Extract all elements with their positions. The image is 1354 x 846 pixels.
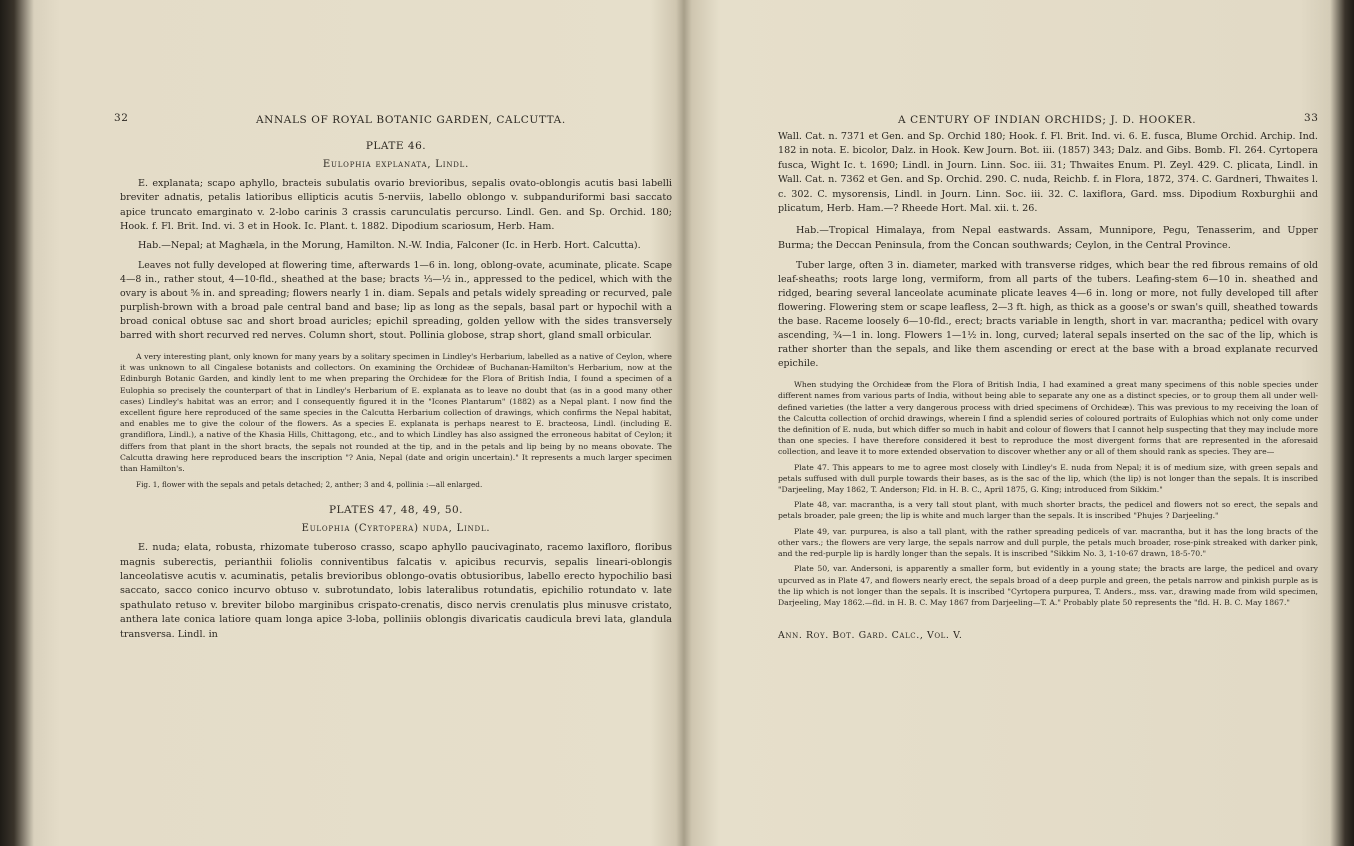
right-running-head: A CENTURY OF INDIAN ORCHIDS; J. D. HOOKER. (898, 114, 1197, 126)
plates-47-50-latin-diagnosis: E. nuda; elata, robusta, rhizomate tuberoso crasso, scapo aphyllo paucivaginato, racemo laxifloro, floribus magnis suberectis, perianthii foliolis conniventibus falcatis v. apicibus recurvis, sepalis lineari-oblongis lanceolatisve acutis v. acuminatis, petalis brevioribus oblongo-ovatis obtusioribus, labello erecto hypochilio basi saccato, sacco conico incurvo obtuso v. subrotundato, lobis lateralibus rotundatis, epichilio rotundato v. late spathulato retuso v. breviter bilobo marginibus crispato-crenatis, disco nervis crenulatis plus minusve cristato, anthera late conica latiore quam longa apice 3-loba, polliniis oblongis divaricatis caudicula brevi lata, glandula transversa. Lindl. in (120, 542, 672, 640)
plate-46-latin-diagnosis: E. explanata; scapo aphyllo, bracteis subulatis ovario brevioribus, sepalis ovato-oblongis acutis basi labelli breviter adnatis, petalis latioribus ellipticis acutis 5-nerviis, labello oblongo v. subpanduriformi basi saccato apice truncato emarginato v. 2-lobo carinis 3 crassis carunculatis percurso. Lindl. Gen. and Sp. Orchid. 180; Hook. f. Fl. Brit. Ind. vi. 3 et in Hook. Ic. Plant. t. 1882. Dipodium scariosum, Herb. Ham. (120, 178, 672, 233)
plate-46-figure-caption: Fig. 1, flower with the sepals and petals detached; 2, anther; 3 and 4, pollinia :—all enlarged. (136, 480, 483, 490)
note-studying: When studying the Orchideæ from the Flora of British India, I had examined a great many specimens of this noble species under different names from various parts of India, without being able to separate any one as a distinct species, or to group them all under well-defined varieties (the latter a very dangerous process with dried specimens of Orchideæ). This was previous to my receiving the loan of the Calcutta collection of orchid drawings, wherein I find a splendid series of coloured portraits of Eulophias which not only come under the definition of E. nuda, but which differ so much in habit and colour of flowers that I cannot help suspecting that they may include more than one species. I have therefore considered it best to reproduce the most divergent forms that are represented in the aforesaid collection, and leave it to more extended observation to discover whether any or all of them should rank as species. They are— (778, 380, 1318, 457)
description: Tuber large, often 3 in. diameter, marked with transverse ridges, which bear the red fibrous remains of old leaf-sheaths; roots large long, vermiform, from all parts of the tubers. Leafing-stem 6—10 in. sheathed and ridged, bearing several lanceolate acuminate plicate leaves 4—6 in. long or more, not fully developed till after flowering. Flowering stem or scape leafless, 2—3 ft. high, as thick as a goose's or swan's quill, sheathed towards the base. Raceme loosely 6—10-fld., erect; bracts variable in length, short in var. macrantha; pedicel with ovary ascending, ¾—1 in. long. Flowers 1—1½ in. long, curved; lateral sepals inserted on the sac of the lip, which is rather shorter than the sepals, and like them ascending or erect at the base with a broad explanate recurved epichile. (778, 260, 1318, 370)
left-page-number: 32 (114, 112, 129, 124)
plate-46-note: A very interesting plant, only known for many years by a solitary specimen in Lindley's Herbarium, labelled as a native of Ceylon, where it was unknown to all Cingalese botanists and collectors. On examining the Orchideæ of Buchanan-Hamilton's Herbarium, now at the Edinburgh Botanic Garden, and kindly lent to me when preparing the Orchideæ for the Flora of British India, I found a specimen of a Eulophia so precisely the counterpart of that in Lindley's Herbarium of E. explanata as to leave no doubt that (as in a good many other cases) Lindley's habitat was an error; and I consequently figured it in the "Icones Plantarum" (1882) as a Nepal plant. I now find the excellent figure here reproduced of the same species in the Calcutta Herbarium collection of drawings, which confirms the Nepal habitat, and enables me to give the colour of the flowers. As a species E. explanata is perhaps nearest to E. bracteosa, Lindl. (including E. grandiflora, Lindl.), a native of the Khasia Hills, Chittagong, etc., and to which Lindley has also assigned the erroneous habitat of Ceylon; it differs from that plant in the short bracts, the sepals not rounded at the tip, and in the petals and lip being by no means obovate. The Calcutta drawing here reproduced bears the inscription "? Ania, Nepal (date and origin uncertain)." It represents a much larger specimen than Hamilton's. (120, 352, 672, 474)
plate-46-genus: Eulophia explanata, Lindl. (322, 159, 470, 170)
references: Wall. Cat. n. 7371 et Gen. and Sp. Orchid 180; Hook. f. Fl. Brit. Ind. vi. 6. E. fusca, Blume Orchid. Archip. Ind. 182 in nota. E. bicolor, Dalz. in Hook. Kew Journ. Bot. iii. (1857) 343; Dalz. and Gibs. Bomb. Fl. 264. Cyrtopera fusca, Wight Ic. t. 1690; Lindl. in Journ. Linn. Soc. iii. 31; Thwaites Enum. Pl. Zeyl. 429. C. plicata, Lindl. in Wall. Cat. n. 7362 et Gen. and Sp. Orchid. 290. C. nuda, Reichb. f. in Flora, 1872, 374. C. Gardneri, Thwaites l. c. 302. C. mysorensis, Lindl. in Journ. Linn. Soc. iii. 32. C. laxiflora, Gard. mss. Dipodium Roxburghii and plicatum, Herb. Ham.—? Rheede Hort. Mal. xii. t. 26. (778, 131, 1318, 215)
plates-47-50-title: PLATES 47, 48, 49, 50. (328, 504, 464, 517)
habitat: Hab.—Tropical Himalaya, from Nepal eastwards. Assam, Munnipore, Pegu, Tenasserim, and Upper Burma; the Deccan Peninsula, from the Concan southwards; Ceylon, in the Central Province. (778, 225, 1318, 251)
note-plate-47: Plate 47. This appears to me to agree most closely with Lindley's E. nuda from Nepal; it is of medium size, with green sepals and petals suffused with dull purple towards their bases, as is the sac of the lip, which (the lip) is not longer than the sepals. It is inscribed "Darjeeling, May 1862, T. Anderson; Fld. in H. B. C., April 1875, G. King; introduced from Sikkim." (778, 462, 1318, 495)
note-plate-49: Plate 49, var. purpurea, is also a tall plant, with the rather spreading pedicels of var. macrantha, but it has the long bracts of the other vars.; the flowers are very large, the sepals narrow and dull purple, the petals much broader, rose-pink streaked with darker pink, and the red-purple lip is hardly longer than the sepals. It is inscribed "Sikkim No. 3, 1-10-67 drawn, 18-5-70." (778, 526, 1318, 559)
plate-46-habitat: Hab.—Nepal; at Maghæla, in the Morung, Hamilton. N.-W. India, Falconer (Ic. in Herb. Hort. Calcutta). (138, 239, 641, 251)
plate-46-title: PLATE 46. (365, 140, 427, 152)
plate-46-description: Leaves not fully developed at flowering time, afterwards 1—6 in. long, oblong-ovate, acuminate, plicate. Scape 4—8 in., rather stout, 4—10-fld., sheathed at the base; bracts ⅓—½ in., appressed to the pedicel, which with the ovary is about ⅝ in. and spreading; flowers nearly 1 in. diam. Sepals and petals widely spreading or recurved, pale purplish-brown with a broad pale central band and base; lip as long as the sepals, basal part or hypochil with a broad conical obtuse sac and short broad auricles; epichil spreading, golden yellow with the sides transversely barred with short recurved red nerves. Column short, stout. Pollinia globose, strap short, gland small orbicular. (120, 260, 672, 342)
right-page-number: 33 (1304, 112, 1319, 124)
note-plate-50: Plate 50, var. Andersoni, is apparently a smaller form, but evidently in a young state; the bracts are large, the pedicel and ovary upcurved as in Plate 47, and flowers nearly erect, the sepals broad of a deep purple and green, the petals narrow and pinkish purple as is the lip which is not longer than the sepals. It is inscribed "Cyrtopera purpurea, T. Anders., mss. var., drawing made from wild specimen, Darjeeling, May 1862.—fld. in H. B. C. May 1867 from Darjeeling—T. A." Probably plate 50 represents the "fld. H. B. C. May 1867." (778, 564, 1318, 607)
page-footer: Ann. Roy. Bot. Gard. Calc., Vol. V. (778, 630, 963, 642)
plates-47-50-genus: Eulophia (Cyrtopera) nuda, Lindl. (301, 523, 491, 535)
left-page (120, 140, 672, 642)
left-running-head: ANNALS OF ROYAL BOTANIC GARDEN, CALCUTTA. (256, 114, 566, 126)
note-plate-48: Plate 48, var. macrantha, is a very tall stout plant, with much shorter bracts, the pedicel and flowers not so erect, the sepals and petals broader, pale green; the lip is white and much larger than the sepals. It is inscribed "Phujes ? Darjeeling." (778, 500, 1318, 521)
right-page (778, 130, 1318, 641)
